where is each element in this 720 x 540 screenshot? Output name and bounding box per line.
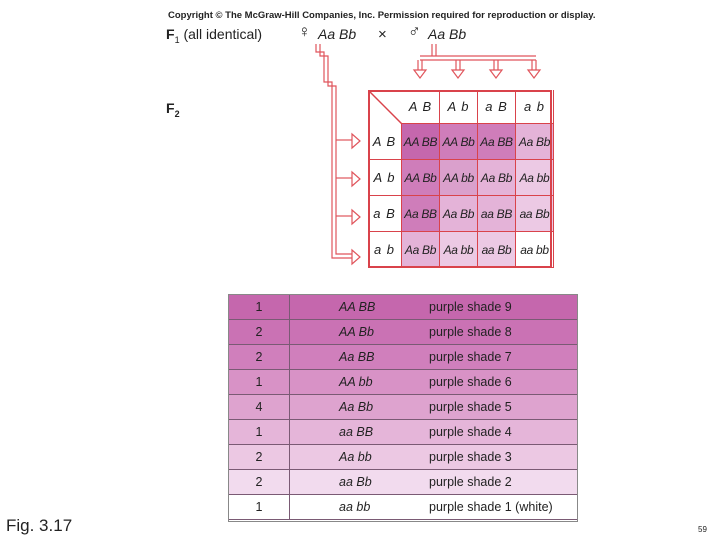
summary-phenotype: purple shade 3	[429, 450, 512, 464]
punnett-cell: Aa BB	[402, 196, 440, 232]
punnett-cell: Aa Bb	[478, 160, 516, 196]
female-symbol-icon: ♀	[298, 22, 311, 41]
summary-count: 2	[229, 445, 290, 469]
f1-subscript: 1	[174, 34, 180, 45]
arrowhead-col-4	[528, 70, 540, 78]
summary-phenotype: purple shade 5	[429, 400, 512, 414]
punnett-cell: Aa bb	[516, 160, 554, 196]
female-gamete-arrows	[316, 44, 360, 264]
male-gamete-arrows	[414, 44, 540, 78]
copyright-notice: Copyright © The McGraw-Hill Companies, Inc. Permission required for reproduction or display.	[168, 10, 596, 21]
male-gamete-header: A b	[440, 90, 478, 124]
summary-phenotype: purple shade 8	[429, 325, 512, 339]
female-gamete-header: a b	[368, 232, 402, 268]
punnett-cell: Aa Bb	[402, 232, 440, 268]
summary-genotype: AA Bb	[339, 325, 374, 339]
male-symbol-icon: ♂	[408, 22, 421, 41]
punnett-cell: aa Bb	[516, 196, 554, 232]
summary-row	[229, 420, 577, 445]
summary-count: 2	[229, 470, 290, 494]
summary-genotype: AA BB	[339, 300, 376, 314]
summary-genotype: aa bb	[339, 500, 371, 514]
summary-row	[229, 370, 577, 395]
summary-count: 4	[229, 395, 290, 419]
female-gamete-header: a B	[368, 196, 402, 232]
summary-row	[229, 395, 577, 420]
summary-row	[229, 345, 577, 370]
punnett-cell: Aa Bb	[516, 124, 554, 160]
f2-letter: F	[166, 100, 175, 116]
arrowhead-col-3	[490, 70, 502, 78]
arrowhead-row-1	[352, 134, 360, 148]
arrowhead-col-2	[452, 70, 464, 78]
summary-row	[229, 445, 577, 470]
summary-row	[229, 295, 577, 320]
female-gamete-header: A b	[368, 160, 402, 196]
summary-phenotype: purple shade 1 (white)	[429, 500, 553, 514]
cross-symbol: ×	[378, 26, 387, 43]
summary-phenotype: purple shade 7	[429, 350, 512, 364]
summary-count: 1	[229, 420, 290, 444]
arrowhead-col-1	[414, 70, 426, 78]
summary-count: 2	[229, 320, 290, 344]
punnett-cell: Aa bb	[440, 232, 478, 268]
female-gamete-header: A B	[368, 124, 402, 160]
female-arrow-trunk-inner	[320, 44, 352, 254]
summary-count: 1	[229, 495, 290, 519]
punnett-cell: Aa Bb	[440, 196, 478, 232]
summary-count: 2	[229, 345, 290, 369]
summary-phenotype: purple shade 9	[429, 300, 512, 314]
male-parent-genotype: Aa Bb	[428, 26, 467, 42]
punnett-cell: aa bb	[516, 232, 554, 268]
summary-genotype: aa BB	[339, 425, 374, 439]
f1-note: (all identical)	[183, 26, 263, 42]
f1-letter: F	[166, 26, 175, 42]
punnett-cell: aa Bb	[478, 232, 516, 268]
punnett-corner	[368, 90, 402, 124]
page-number: 59	[698, 525, 707, 534]
summary-genotype: Aa Bb	[339, 400, 374, 414]
male-gamete-header: a b	[516, 90, 554, 124]
f2-subscript: 2	[174, 108, 180, 119]
summary-phenotype: purple shade 4	[429, 425, 512, 439]
phenotype-summary-table	[228, 294, 578, 522]
punnett-cell: AA bb	[440, 160, 478, 196]
arrowhead-row-2	[352, 172, 360, 186]
punnett-cell: aa BB	[478, 196, 516, 232]
punnett-cell: AA BB	[402, 124, 440, 160]
arrowhead-row-4	[352, 250, 360, 264]
summary-genotype: Aa BB	[339, 350, 375, 364]
summary-genotype: AA bb	[339, 375, 373, 389]
punnett-cell: AA Bb	[402, 160, 440, 196]
female-parent-genotype: Aa Bb	[318, 26, 357, 42]
male-gamete-header: a B	[478, 90, 516, 124]
summary-genotype: aa Bb	[339, 475, 372, 489]
summary-row	[229, 470, 577, 495]
female-arrow-trunk	[316, 44, 352, 258]
punnett-cell: Aa BB	[478, 124, 516, 160]
summary-count: 1	[229, 295, 290, 319]
summary-genotype: Aa bb	[339, 450, 372, 464]
arrowhead-row-3	[352, 210, 360, 224]
punnett-cell: AA Bb	[440, 124, 478, 160]
summary-row	[229, 495, 577, 520]
summary-row	[229, 320, 577, 345]
summary-phenotype: purple shade 6	[429, 375, 512, 389]
summary-count: 1	[229, 370, 290, 394]
summary-phenotype: purple shade 2	[429, 475, 512, 489]
male-gamete-header: A B	[402, 90, 440, 124]
figure-label: Fig. 3.17	[6, 516, 73, 535]
